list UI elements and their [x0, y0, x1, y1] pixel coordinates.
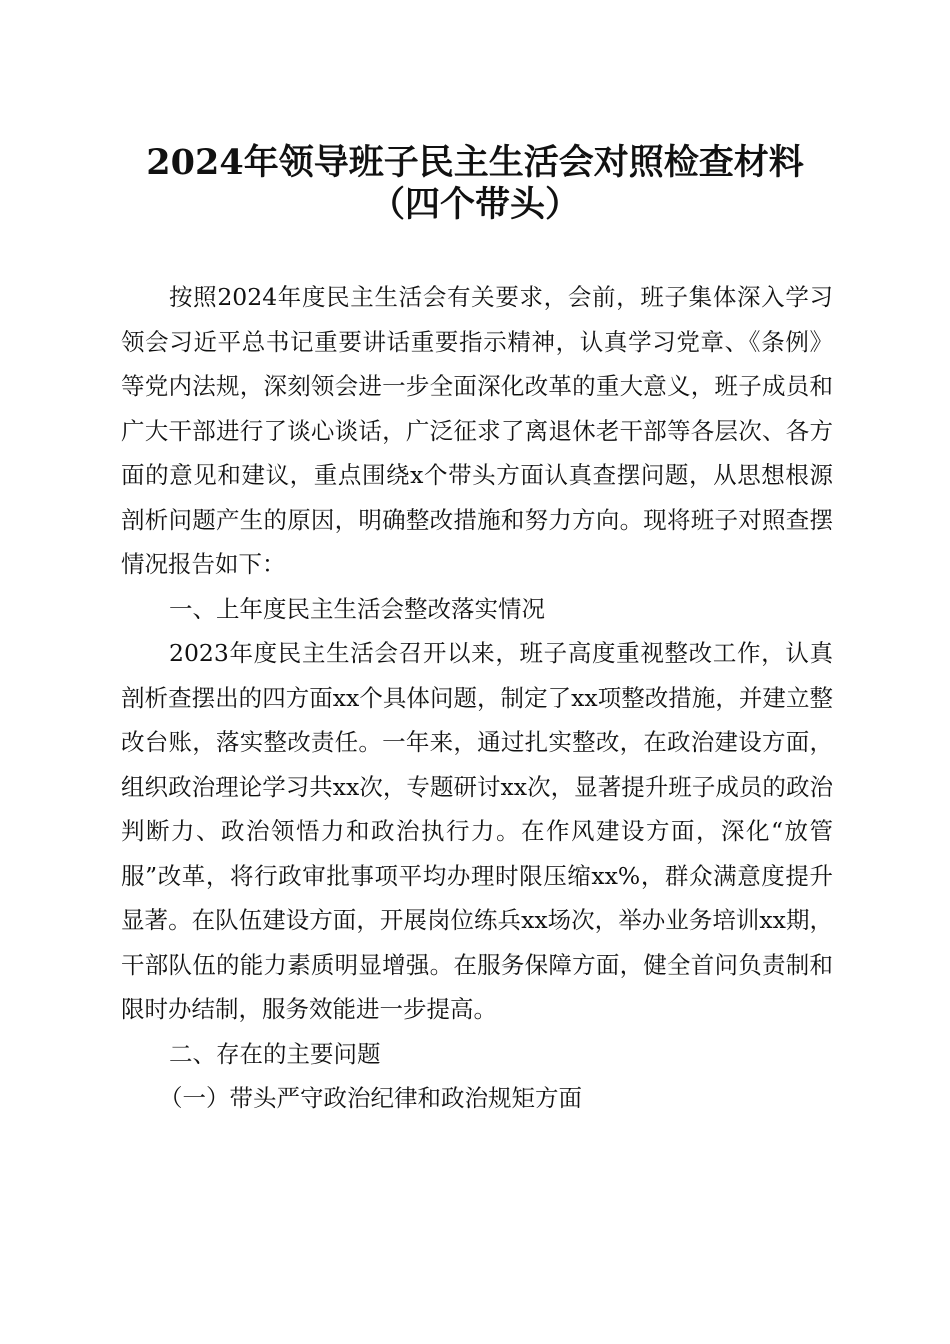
document-title: 2024年领导班子民主生活会对照检查材料 [146, 142, 804, 183]
section-1-paragraph: 2023年度民主生活会召开以来，班子高度重视整改工作，认真剖析查摆出的四方面xx个具体问题，制定了xx项整改措施，并建立整改台账，落实整改责任。一年来，通过扎实整改，在政治建设方面，组织政治理论学习共xx次，专题研讨xx次，显著提升班子成员的政治判断力、政治领悟力和政治执行力。在作风建设方面，深化“放管服”改革，将行政审批事项平均办理时限压缩xx%，群众满意度提升显著。在队伍建设方面，开展岗位练兵xx场次，举办业务培训xx期，干部队伍的能力素质明显增强。在服务保障方面，健全首问负责制和限时办结制，服务效能进一步提高。 [121, 639, 833, 1023]
document-body [121, 275, 833, 1121]
intro-paragraph: 按照2024年度民主生活会有关要求，会前，班子集体深入学习领会习近平总书记重要讲话重要指示精神，认真学习党章、《条例》等党内法规，深刻领会进一步全面深化改革的重大意义，班子成员和广大干部进行了谈心谈话，广泛征求了离退休老干部等各层次、各方面的意见和建议，重点围绕x个带头方面认真查摆问题，从思想根源剖析问题产生的原因，明确整改措施和努力方向。现将班子对照查摆情况报告如下： [121, 283, 833, 578]
section-heading-1: 一、上年度民主生活会整改落实情况 [169, 594, 545, 623]
section-heading-2: 二、存在的主要问题 [169, 1039, 381, 1068]
subsection-heading-1: （一）带头严守政治纪律和政治规矩方面 [159, 1084, 582, 1112]
document-subtitle: （四个带头） [369, 184, 580, 225]
